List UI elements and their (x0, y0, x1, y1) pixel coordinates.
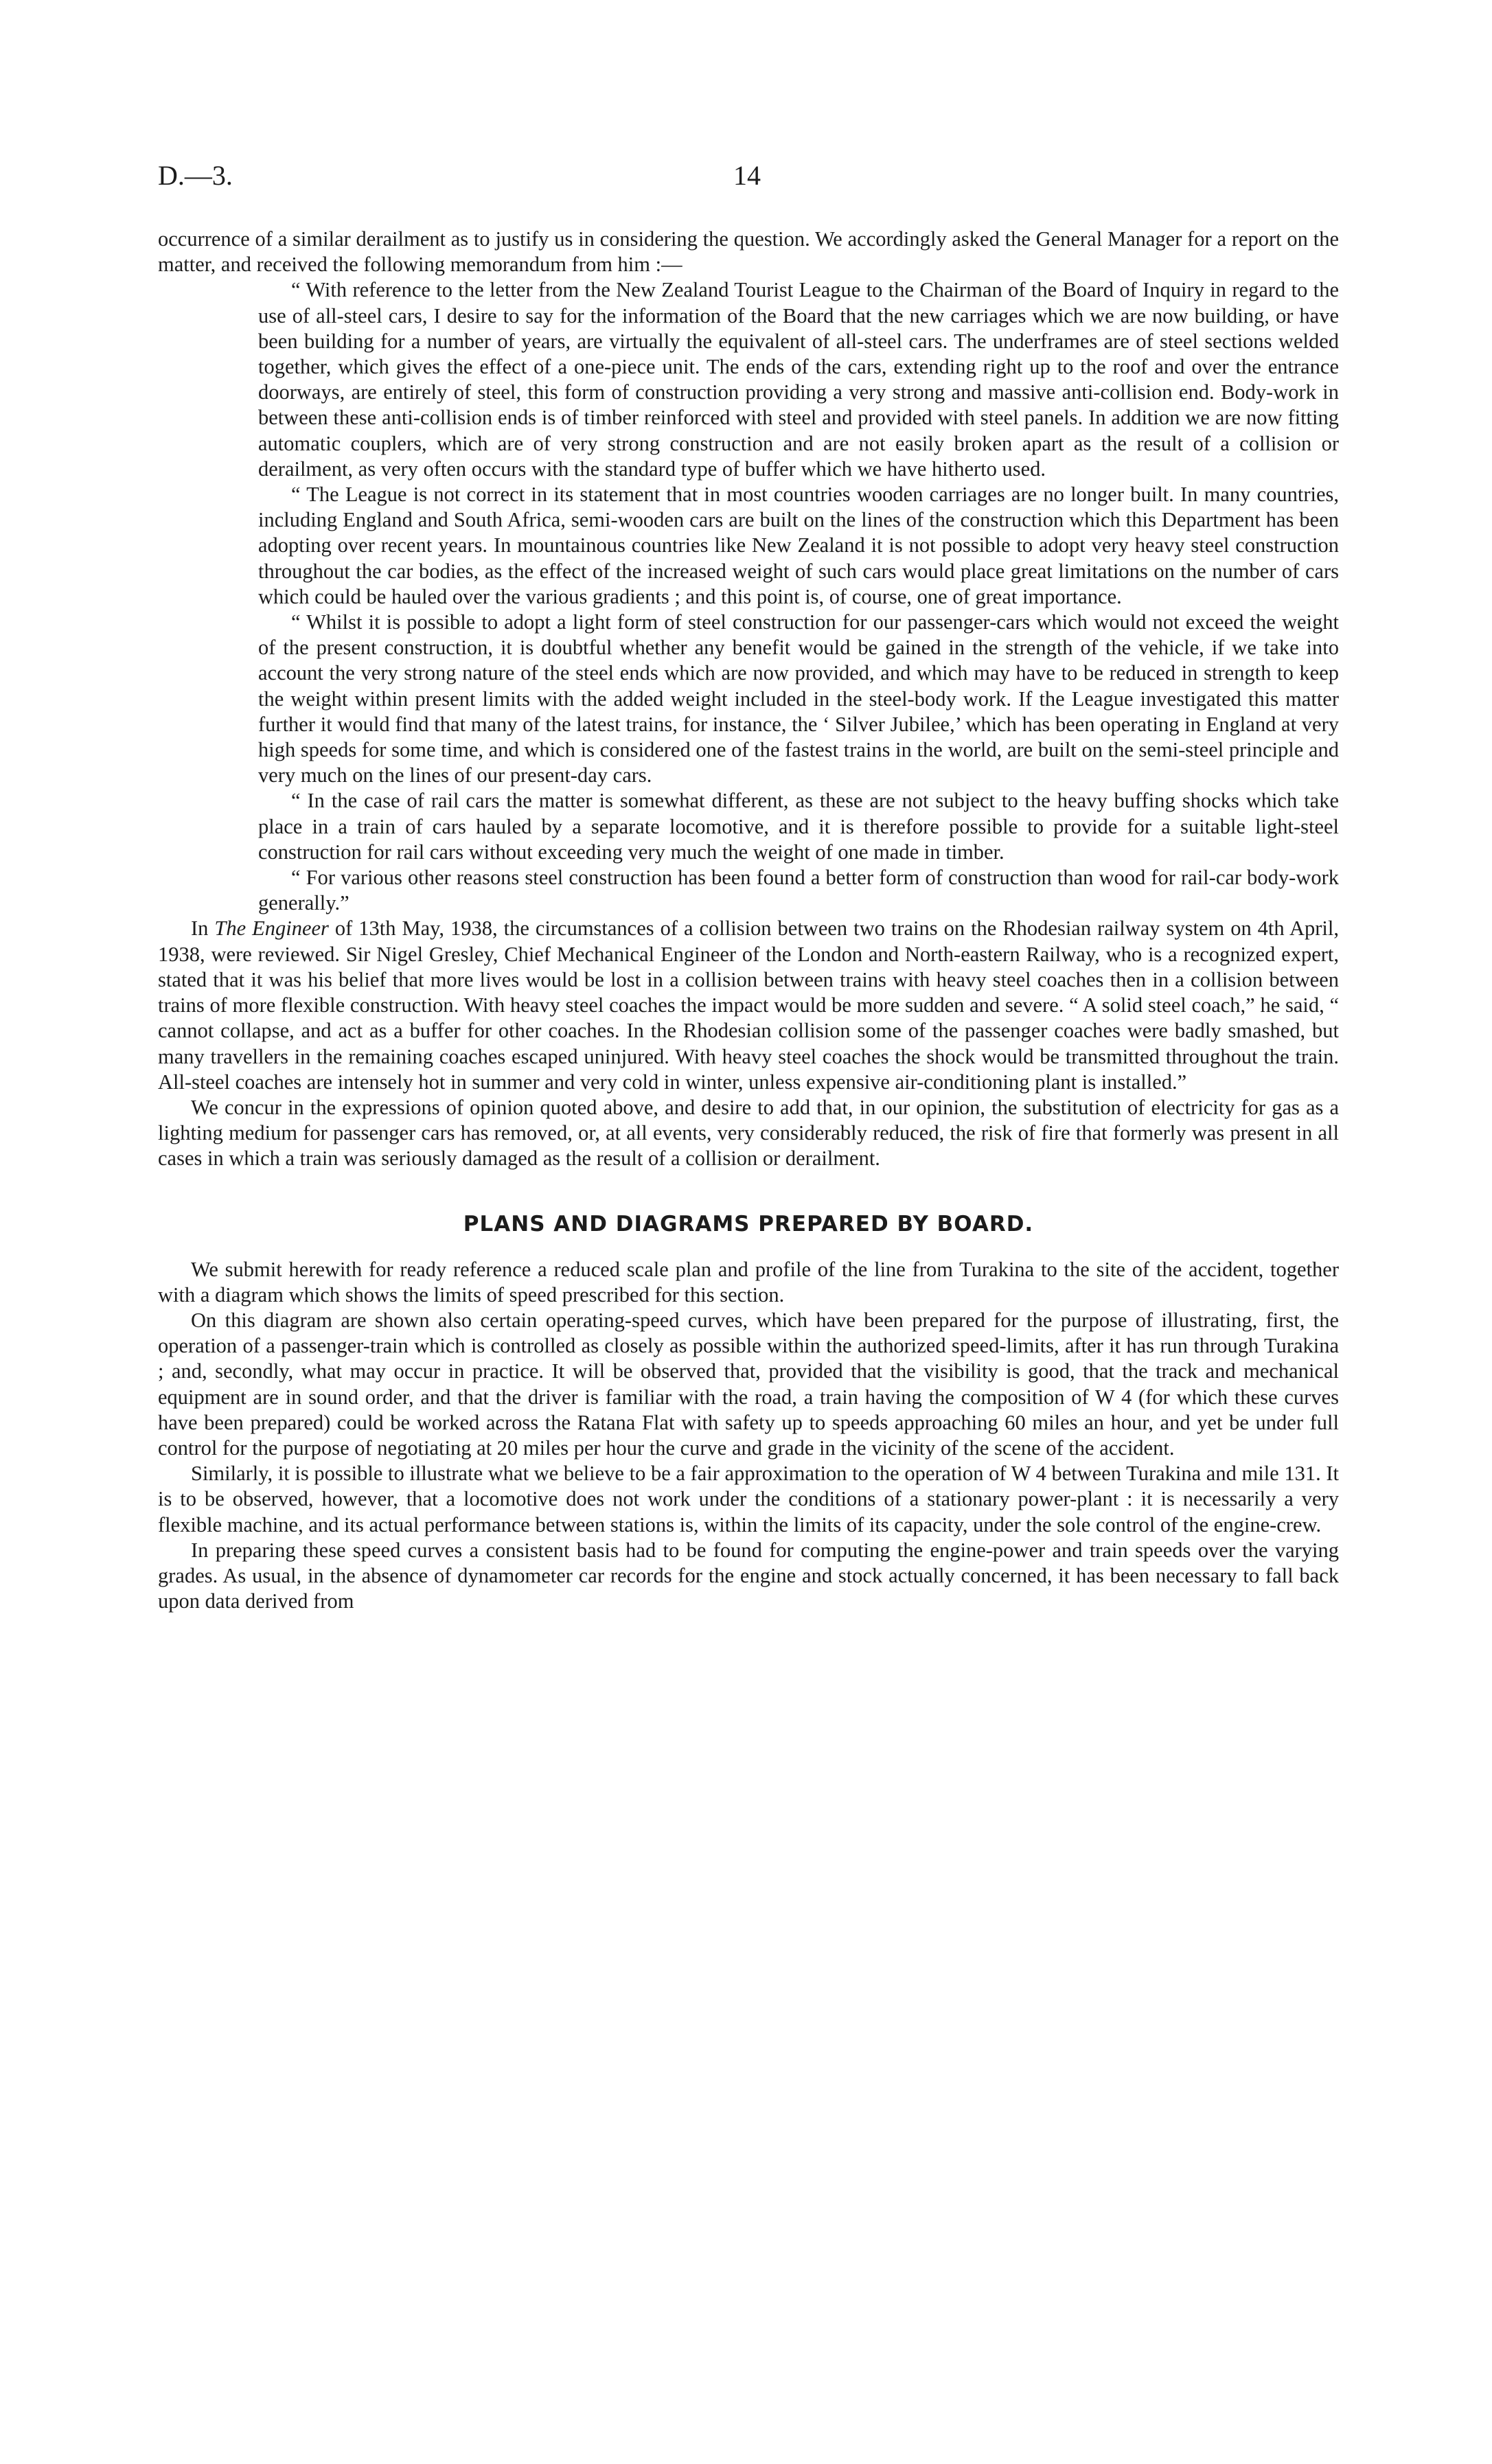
page-header (158, 159, 1339, 200)
document-reference: D.—3. (158, 160, 233, 191)
page-body (158, 227, 1339, 1614)
publication-title: The Engineer (214, 917, 329, 941)
engineer-lead: In (191, 917, 215, 941)
intro-paragraph: occurrence of a similar derailment as to justify us in considering the question. We accordingly asked the General Manager for a report on the matter, and received the following memorandum from him :— (158, 227, 1339, 277)
engineer-text: of 13th May, 1938, the circumstances of a collision between two trains on the Rhodesian railway system on 4th April, 1938, were reviewed. Sir Nigel Gresley, Chief Mechanical Engineer of the London and North-eastern Railway, who is a recognized expert, stated that it was his belief that more lives would be lost in a collision between trains with heavy steel coaches then in a collision between trains of more flexible construction. With heavy steel coaches the impact would be more sudden and severe. “ A solid steel coach,” he said, “ cannot collapse, and act as a buffer for other coaches. In the Rhodesian collision some of the passenger coaches were badly smashed, but many travellers in the remaining coaches escaped uninjured. With heavy steel coaches the shock would be transmitted throughout the train. All-steel coaches are intensely hot in summer and very cold in winter, unless expensive air-conditioning plant is installed.” (158, 917, 1339, 1094)
memorandum-quote (258, 277, 1339, 916)
concur-paragraph: We concur in the expressions of opinion quoted above, and desire to add that, in our opinion, the substitution of electricity for gas as a lighting medium for passenger cars has removed, or, at all events, very considerably reduced, the risk of fire that formerly was present in all cases in which a train was seriously damaged as the result of a collision or derailment. (158, 1095, 1339, 1171)
plans-paragraph: Similarly, it is possible to illustrate what we believe to be a fair approximation to the operation of W 4 between Turakina and mile 131. It is to be observed, however, that a locomotive does not work under the conditions of a stationary power-plant : it is necessarily a very flexible machine, and its actual performance between stations is, within the limits of its capacity, under the sole control of the engine-crew. (158, 1462, 1339, 1536)
memo-paragraph: “ The League is not correct in its statement that in most countries wooden carriages are no longer built. In many countries, including England and South Africa, semi-wooden cars are built on the lines of the construction which this Department has been adopting over recent years. In mountainous countries like New Zealand it is not possible to adopt very heavy steel construction throughout the car bodies, as the effect of the increased weight of such cars would place great limitations on the number of cars which could be hauled over the various gradients ; and this point is, of course, one of great importance. (258, 483, 1339, 608)
plans-paragraph: On this diagram are shown also certain operating-speed curves, which have been prepared for the purpose of illustrating, first, the operation of a passenger-train which is controlled as closely as possible within the authorized speed-limits, after it has run through Turakina ; and, secondly, what may occur in practice. It will be observed that, provided that the visibility is good, that the track and mechanical equipment are in sound order, and that the driver is familiar with the road, a train having the composition of W 4 (for which these curves have been prepared) could be worked across the Ratana Flat with safety up to speeds approaching 60 miles an hour, and yet be under full control for the purpose of negotiating at 20 miles per hour the curve and grade in the vicinity of the scene of the accident. (158, 1308, 1339, 1460)
engineer-paragraph (158, 916, 1339, 1094)
plans-paragraph: We submit herewith for ready reference a reduced scale plan and profile of the line from Turakina to the site of the accident, together with a diagram which shows the limits of speed prescribed for this section. (158, 1257, 1339, 1306)
section-heading: PLANS AND DIAGRAMS PREPARED BY BOARD. (463, 1211, 1034, 1236)
plans-paragraph: In preparing these speed curves a consistent basis had to be found for computing the engine-power and train speeds over the varying grades. As usual, in the absence of dynamometer car records for the engine and stock actually concerned, it has been necessary to fall back upon data derived from (158, 1538, 1339, 1613)
memo-paragraph: “ With reference to the letter from the New Zealand Tourist League to the Chairman of the Board of Inquiry in regard to the use of all-steel cars, I desire to say for the information of the Board that the new carriages which we are now building, or have been building for a number of years, are virtually the equivalent of all-steel cars. The underframes are of steel sections welded together, which gives the effect of a one-piece unit. The ends of the cars, extending right up to the roof and over the entrance doorways, are entirely of steel, this form of construction providing a very strong and massive anti-collision end. Body-work in between these anti-collision ends is of timber reinforced with steel and provided with steel panels. In addition we are now fitting automatic couplers, which are of very strong construction and are not easily broken apart as the result of a collision or derailment, as very often occurs with the standard type of buffer which we have hitherto used. (258, 278, 1339, 481)
memo-paragraph: “ For various other reasons steel construction has been found a better form of construction than wood for rail-car body-work generally.” (258, 866, 1339, 915)
page-number: 14 (733, 160, 761, 191)
memo-paragraph: “ In the case of rail cars the matter is somewhat different, as these are not subject to the heavy buffing shocks which take place in a train of cars hauled by a separate locomotive, and it is therefore possible to provide for a suitable light-steel construction for rail cars without exceeding very much the weight of one made in timber. (258, 789, 1339, 864)
memo-paragraph: “ Whilst it is possible to adopt a light form of steel construction for our passenger-cars which would not exceed the weight of the present construction, it is doubtful whether any benefit would be gained in the strength of the vehicle, if we take into account the very strong nature of the steel ends which are now provided, and which may have to be reduced in strength to keep the weight within present limits with the added weight included in the steel-body work. If the League investigated this matter further it would find that many of the latest trains, for instance, the ‘ Silver Jubilee,’ which has been operating in England at very high speeds for some time, and which is considered one of the fastest trains in the world, are built on the semi-steel principle and very much on the lines of our present-day cars. (258, 610, 1339, 787)
